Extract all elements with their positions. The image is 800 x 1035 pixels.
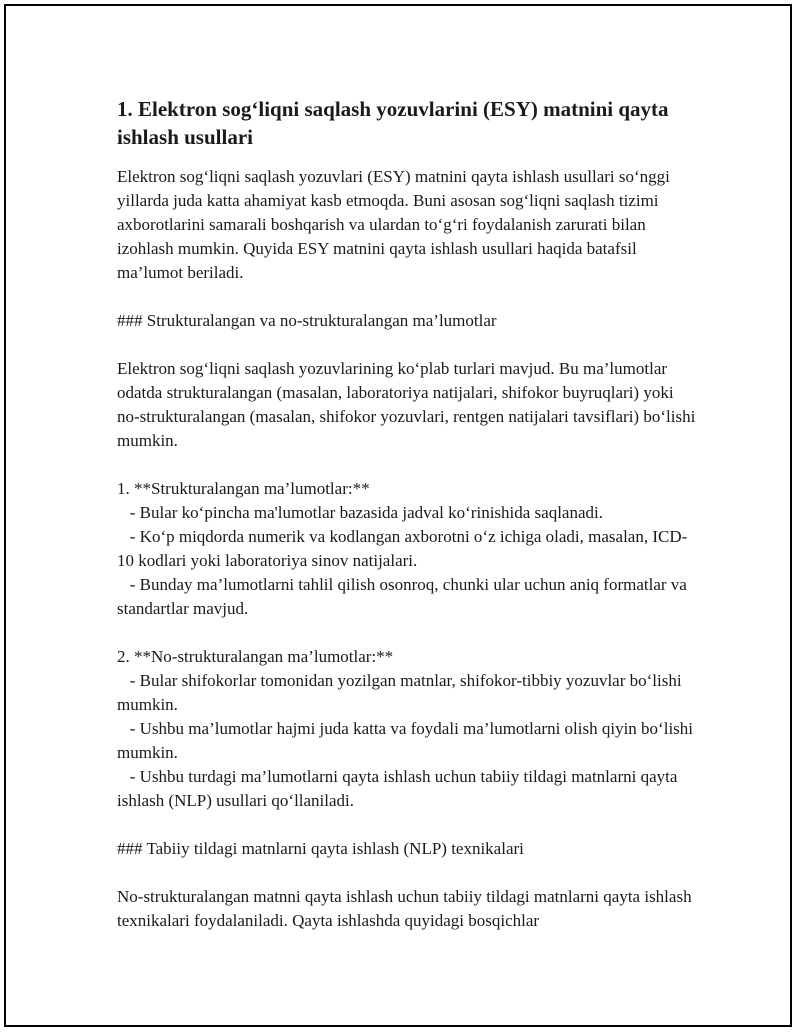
- spacer: [117, 453, 697, 477]
- document-body: [117, 95, 700, 933]
- section-heading-nlp: ### Tabiiy tildagi matnlarni qayta ishlash (NLP) texnikalari: [117, 839, 524, 858]
- spacer: [117, 621, 697, 645]
- spacer: [117, 861, 697, 885]
- types-paragraph: Elektron sog‘liqni saqlash yozuvlarining ko‘plab turlari mavjud. Bu ma’lumotlar odatda strukturalangan (masalan, laboratoriya natijalari, shifokor buyruqlari) yoki no-strukturalangan (masalan, shifokor yozuvlari, rentgen natijalari tavsiflari) bo‘lishi mumkin.: [117, 359, 700, 450]
- list-structured-data: 1. **Strukturalangan ma’lumotlar:** - Bular ko‘pincha ma'lumotlar bazasida jadval ko‘rinishida saqlanadi. - Ko‘p miqdorda numerik va kodlangan axborotni o‘z ichiga oladi, masalan, ICD-10 kodlari yoki laboratoriya sinov natijalari. - Bunday ma’lumotlarni tahlil qilish osonroq, chunki ular uchun aniq formatlar va standartlar mavjud.: [117, 479, 688, 618]
- spacer: [117, 333, 697, 357]
- spacer: [117, 813, 697, 837]
- list-unstructured-data: 2. **No-strukturalangan ma’lumotlar:** - Bular shifokorlar tomonidan yozilgan matnlar, shifokor-tibbiy yozuvlar bo‘lishi mumkin. - Ushbu ma’lumotlar hajmi juda katta va foydali ma’lumotlarni olish qiyin bo‘lishi mumkin. - Ushbu turdagi ma’lumotlarni qayta ishlash uchun tabiiy tildagi matnlarni qayta ishlash (NLP) usullari qo‘llaniladi.: [117, 647, 694, 810]
- document-title: 1. Elektron sog‘liqni saqlash yozuvlarini (ESY) matnini qayta ishlash usullari: [117, 97, 669, 149]
- spacer: [117, 285, 697, 309]
- nlp-paragraph: No-strukturalangan matnni qayta ishlash uchun tabiiy tildagi matnlarni qayta ishlash texnikalari foydalaniladi. Qayta ishlashda quyidagi bosqichlar: [117, 887, 696, 930]
- intro-paragraph: Elektron sog‘liqni saqlash yozuvlari (ESY) matnini qayta ishlash usullari so‘nggi yillarda juda katta ahamiyat kasb etmoqda. Buni asosan sog‘liqni saqlash tizimi axborotlarini samarali boshqarish va ulardan to‘g‘ri foydalanish zarurati bilan izohlash mumkin. Quyida ESY matnini qayta ishlash usullari haqida batafsil ma’lumot beriladi.: [117, 167, 675, 282]
- section-heading-structured: ### Strukturalangan va no-strukturalangan ma’lumotlar: [117, 311, 497, 330]
